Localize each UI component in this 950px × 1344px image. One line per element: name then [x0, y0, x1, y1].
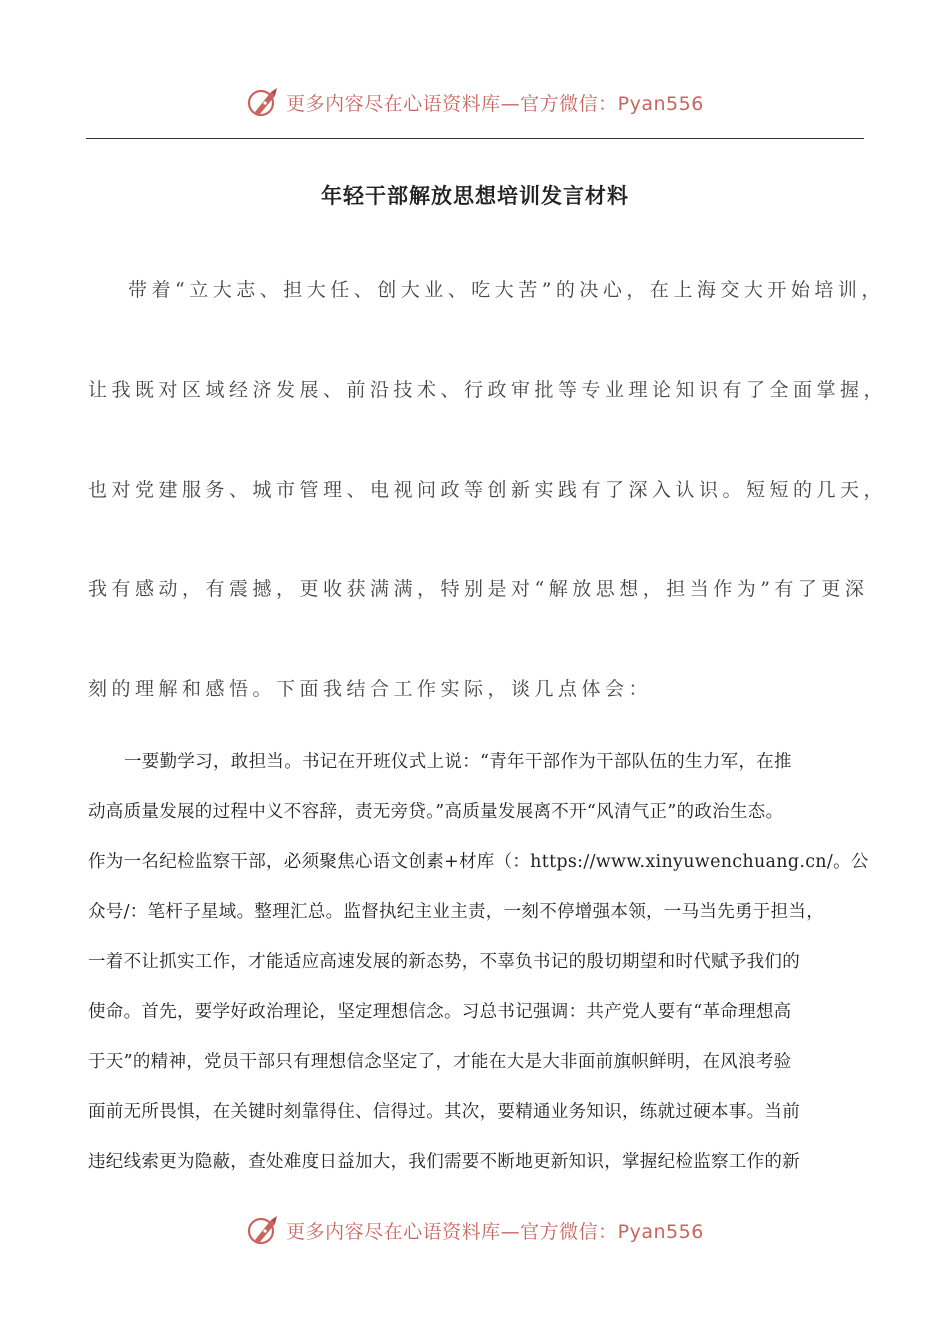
paragraph2-line: 一着不让抓实工作，才能适应高速发展的新态势，不辜负书记的殷切期望和时代赋予我们的 [88, 952, 800, 972]
paragraph1-line: 让我既对区域经济发展、前沿技术、行政审批等专业理论知识有了全面掌握， [88, 379, 888, 401]
footer-banner [0, 1208, 950, 1252]
paragraph2-line: 于天”的精神，党员干部只有理想信念坚定了，才能在大是大非面前旗帜鲜明，在风浪考验 [88, 1052, 792, 1072]
paragraph1-line: 刻的理解和感悟。下面我结合工作实际，谈几点体会： [88, 678, 653, 700]
paragraph2-line: 动高质量发展的过程中义不容辞，责无旁贷。”高质量发展离不开“风清气正”的政治生态。 [88, 802, 784, 822]
paragraph1-line: 我有感动，有震撼，更收获满满，特别是对“解放思想，担当作为”有了更深 [88, 578, 869, 600]
paragraph1-line: 带着“立大志、担大任、创大业、吃大苦”的决心，在上海交大开始培训， [128, 279, 885, 301]
header-banner [0, 80, 950, 124]
document-title: 年轻干部解放思想培训发言材料 [321, 184, 629, 208]
paragraph2-line: 一要勤学习，敢担当。书记在开班仪式上说：“青年干部作为干部队伍的生力军，在推 [124, 752, 792, 772]
paragraph2-line: 众号/：笔杆子星域。整理汇总。监督执纪主业主责，一刻不停增强本领，一马当先勇于担当， [88, 902, 824, 922]
paragraph1-line: 也对党建服务、城市管理、电视问政等创新实践有了深入认识。短短的几天， [88, 479, 888, 501]
paragraph2-line: 面前无所畏惧，在关键时刻靠得住、信得过。其次，要精通业务知识，练就过硬本事。当前 [88, 1102, 800, 1122]
header-rule [86, 138, 864, 139]
banner-text: 更多内容尽在心语资料库—官方微信：Pyan556 [286, 92, 704, 115]
pen-nib-logo-icon [246, 85, 280, 119]
paragraph2-line: 使命。首先，要学好政治理论，坚定理想信念。习总书记强调：共产党人要有“革命理想高 [88, 1002, 792, 1022]
paragraph2-line: 违纪线索更为隐蔽，查处难度日益加大，我们需要不断地更新知识，掌握纪检监察工作的新 [88, 1152, 800, 1172]
pen-nib-logo-icon [246, 1213, 280, 1247]
banner-text: 更多内容尽在心语资料库—官方微信：Pyan556 [286, 1220, 704, 1243]
paragraph2-line: 作为一名纪检监察干部，必须聚焦心语文创素+材库（：https://www.xinyuwenchuang.cn/。公 [88, 852, 869, 872]
